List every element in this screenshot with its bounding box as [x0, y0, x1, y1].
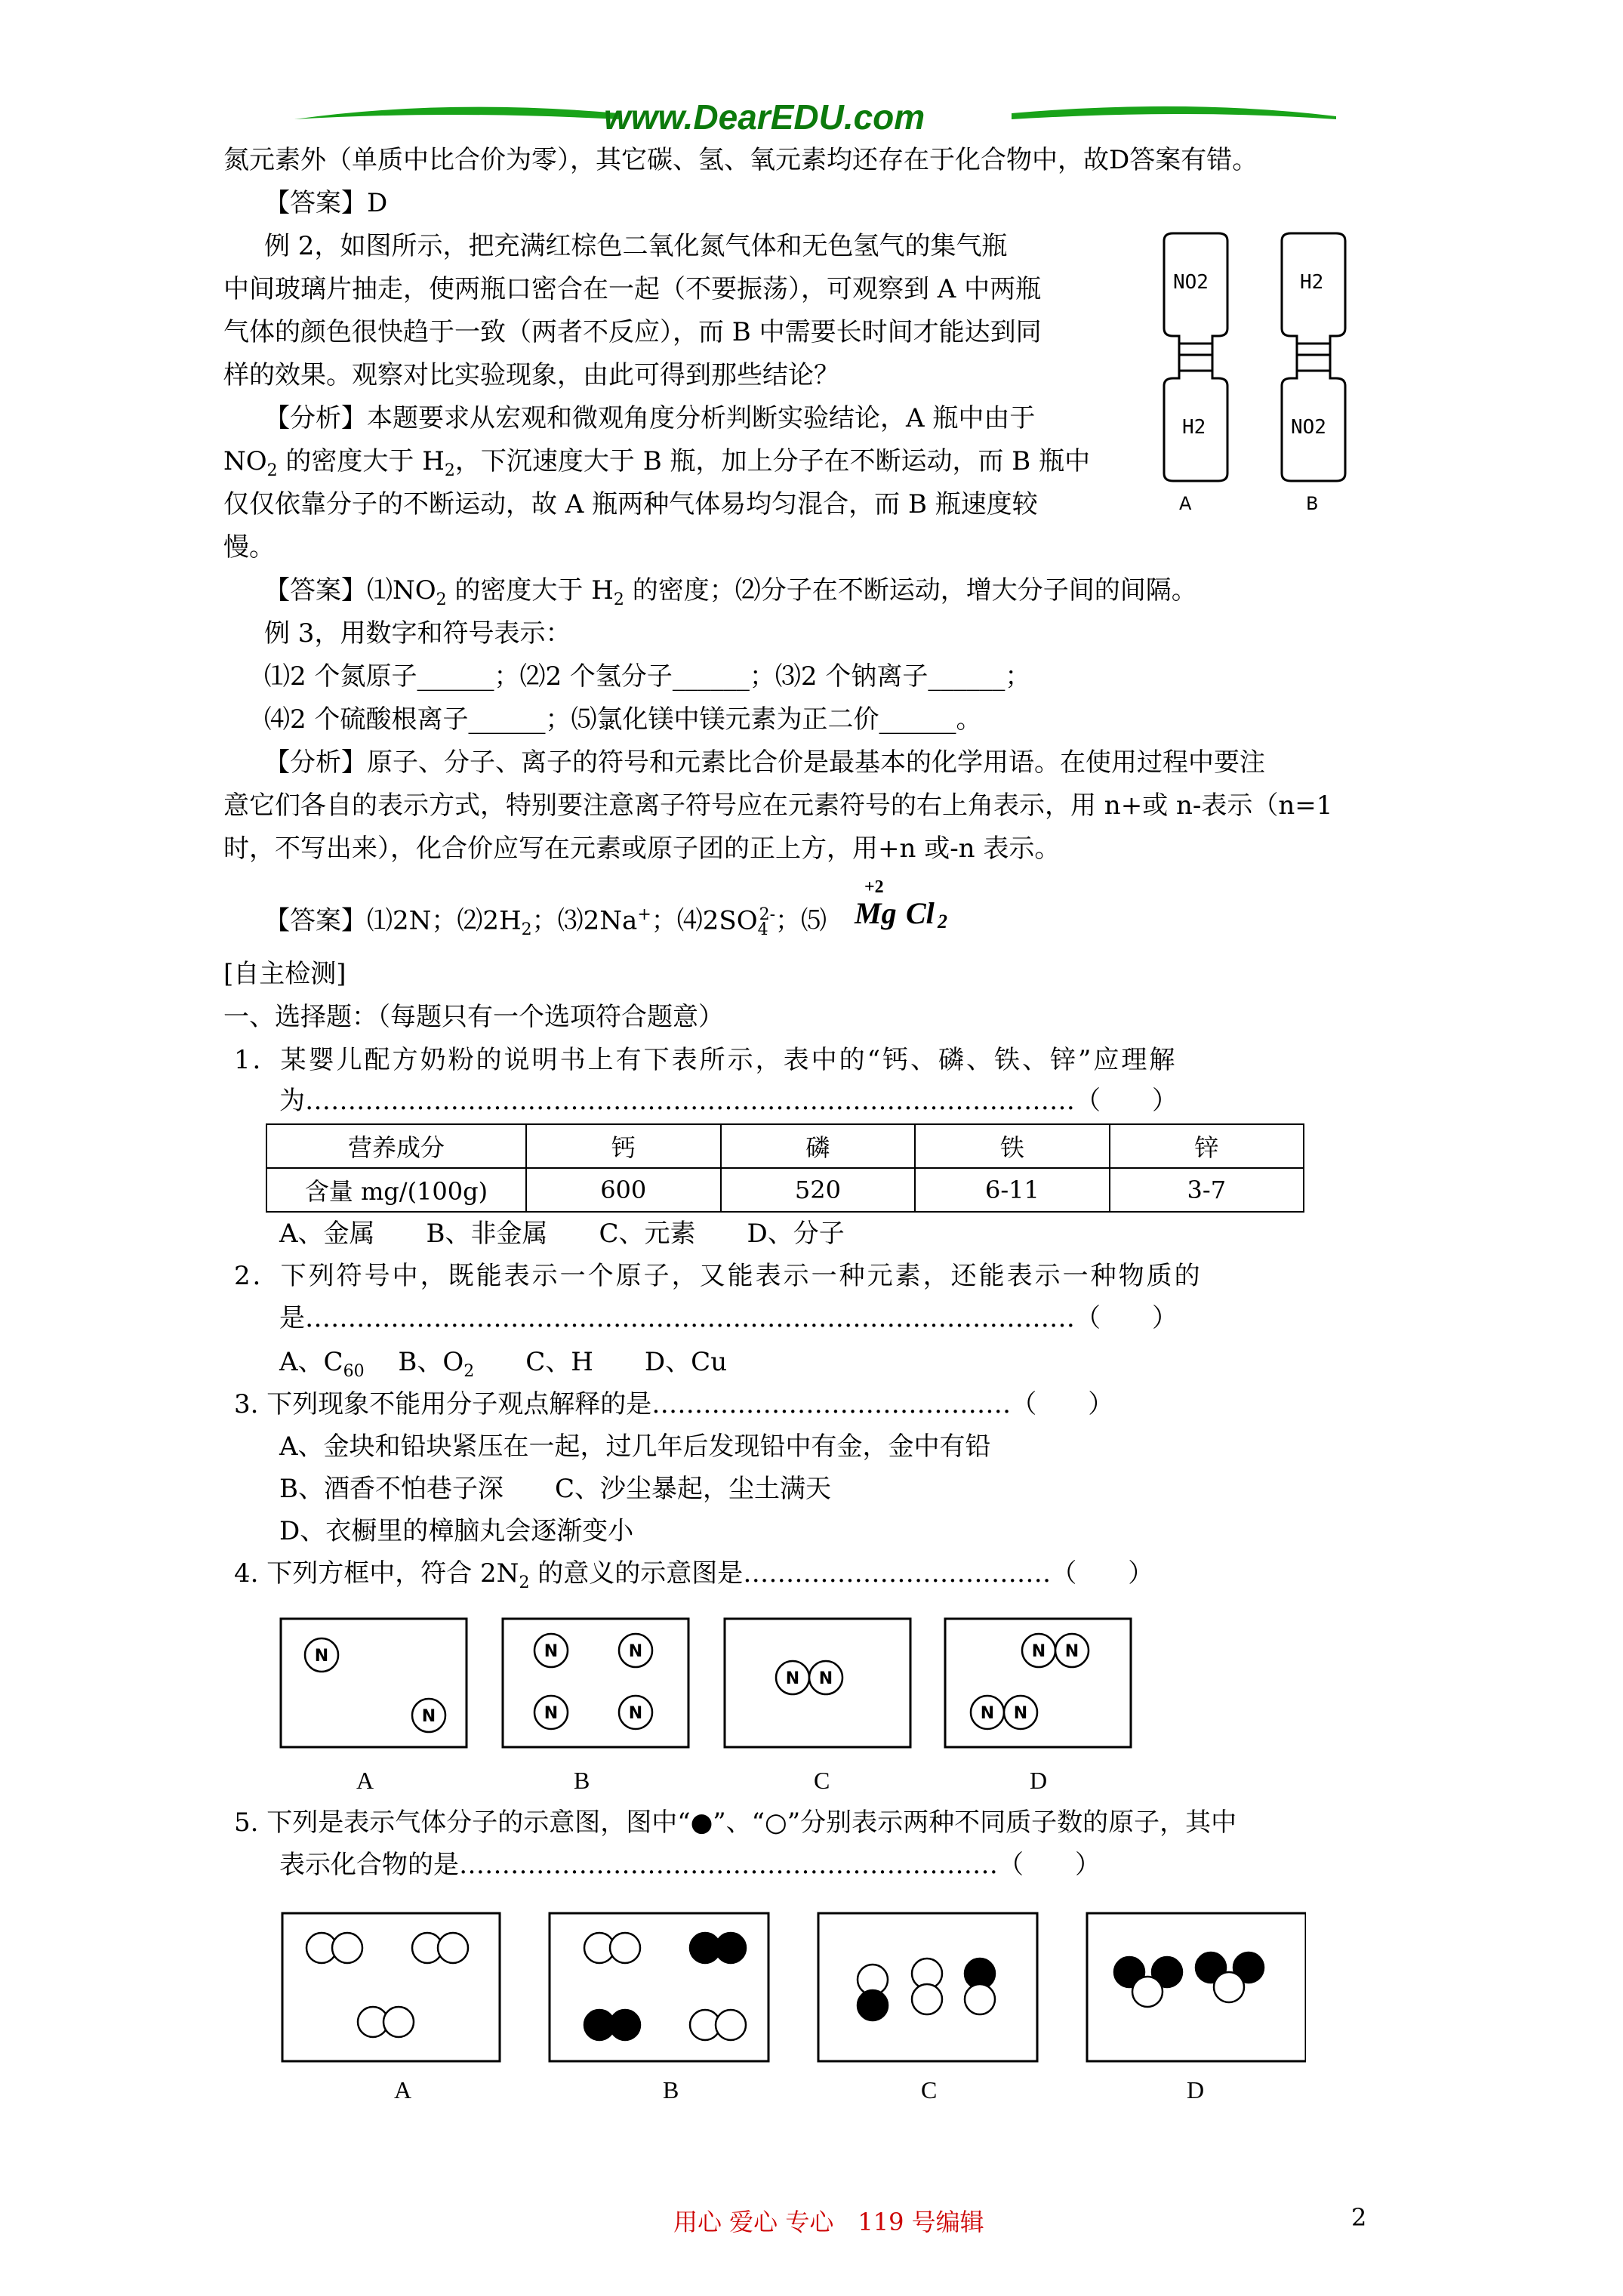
text-line: 样的效果。观察对比实验现象，由此可得到那些结论？ [223, 360, 839, 390]
atom-symbol: N [980, 1704, 995, 1723]
white-atom-icon [716, 2010, 746, 2040]
atom-symbol: N [544, 1704, 559, 1723]
table-header: 锌 [1110, 1124, 1304, 1168]
option-label: C [921, 2076, 938, 2103]
option-label: D [1187, 2076, 1205, 2103]
table-cell: 6-11 [915, 1168, 1109, 1212]
option-label: B [574, 1767, 590, 1794]
black-atom-icon [610, 2010, 640, 2040]
question-1-cont: 为………………………………………………………………………………（ ） [279, 1086, 1178, 1116]
text-line: $NO_2$ 的密度大于 $H_2$，下沉速度大于 B 瓶，加上分子在不断运动，而 B 瓶中 [223, 446, 1091, 480]
text-line: 【分析】原子、分子、离子的符号和元素比合价是最基本的化学用语。在使用过程中要注 [264, 747, 1265, 778]
bottle-b-top-icon [1282, 233, 1345, 371]
bottle-label: NO2 [1291, 416, 1326, 439]
white-atom-icon [912, 1984, 942, 2014]
q4-figure [279, 1616, 1155, 1820]
question-3-option-d: D、衣橱里的樟脑丸会逐渐变小 [279, 1516, 634, 1546]
atom-symbol: N [628, 1704, 643, 1723]
option-label: A [356, 1767, 374, 1794]
atom-symbol: N [1013, 1704, 1028, 1723]
bottle-label: NO2 [1173, 271, 1209, 294]
text-line: ⑴2 个氮原子______；⑵2 个氢分子______；⑶2 个钠离子______； [264, 661, 1031, 692]
question-5: 5. 下列是表示气体分子的示意图，图中“●”、“○”分别表示两种不同质子数的原子，其中 [234, 1808, 1237, 1838]
white-atom-icon [1132, 1977, 1163, 2007]
bottle-caption: B [1306, 493, 1319, 514]
question-4: 4. 下列方框中，符合 $2N_2$ 的意义的示意图是………………………………（ ） [234, 1558, 1154, 1592]
formula-cl-sub: 2 [938, 911, 947, 932]
table-header: 铁 [915, 1124, 1109, 1168]
diagram-box [503, 1619, 688, 1747]
table-cell: 含量 mg/(100g) [266, 1168, 526, 1212]
black-atom-icon [858, 1990, 888, 2020]
option-label: D [1030, 1767, 1048, 1794]
text-line: 中间玻璃片抽走，使两瓶口密合在一起（不要振荡），可观察到 A 中两瓶 [223, 274, 1042, 304]
text-line: ⑷2 个硫酸根离子______；⑸氯化镁中镁元素为正二价______。 [264, 704, 982, 735]
white-atom-icon [438, 1933, 468, 1963]
text-line: 意它们各自的表示方式，特别要注意离子符号应在元素符号的右上角表示，用 n+或 n-表示（n=1 [223, 791, 1333, 821]
text-line: 氮元素外（单质中比合价为零），其它碳、氢、氧元素均还存在于化合物中，故D答案有错。 [223, 145, 1258, 175]
q5-figure [279, 1910, 1306, 2137]
diagram-box [1087, 1913, 1306, 2061]
bottle-caption: A [1179, 493, 1192, 514]
question-2-options: A、$C_{60}$ B、$O_2$ C、H D、Cu [279, 1347, 728, 1381]
question-3-option-a: A、金块和铅块紧压在一起，过几年后发现铅中有金，金中有铅 [279, 1432, 991, 1462]
option-label: A [394, 2076, 412, 2103]
white-atom-icon [965, 1984, 995, 2014]
atom-symbol: N [544, 1642, 559, 1661]
white-atom-icon [1214, 1972, 1244, 2002]
table-cell: 520 [721, 1168, 916, 1212]
question-2: 2．下列符号中，既能表示一个原子，又能表示一种元素，还能表示一种物质的 [234, 1261, 1203, 1291]
bottle-label: H2 [1300, 271, 1324, 294]
text-line: 【分析】本题要求从宏观和微观角度分析判断实验结论，A 瓶中由于 [264, 403, 1036, 433]
table-header: 磷 [721, 1124, 916, 1168]
page-number: 2 [1351, 2203, 1367, 2232]
question-2-cont: 是………………………………………………………………………………（ ） [279, 1303, 1178, 1333]
footer-text: 用心 爱心 专心 119 号编辑 [673, 2208, 984, 2236]
text-line: 慢。 [223, 532, 275, 562]
section-subtitle: 一、选择题：（每题只有一个选项符合题意） [223, 1002, 724, 1032]
nutrition-table [266, 1123, 1304, 1213]
option-label: C [814, 1767, 830, 1794]
formula-cl: Cl [906, 896, 935, 930]
header-banner [294, 97, 1336, 142]
white-atom-icon [332, 1933, 362, 1963]
question-5-cont: 表示化合物的是………………………………………………………（ ） [279, 1850, 1101, 1880]
table-header: 营养成分 [266, 1124, 526, 1168]
question-3-option-bc: B、酒香不怕巷子深 C、沙尘暴起，尘土满天 [279, 1474, 831, 1504]
black-atom-icon [716, 1933, 746, 1963]
question-3: 3. 下列现象不能用分子观点解释的是……………………………………（ ） [234, 1389, 1114, 1419]
valence-label: +2 [864, 877, 884, 897]
text-line: 例 2，如图所示，把充满红棕色二氧化氮气体和无色氢气的集气瓶 [264, 231, 1008, 261]
question-1-options: A、金属 B、非金属 C、元素 D、分子 [279, 1219, 845, 1249]
formula-mg: Mg [855, 896, 897, 930]
atom-symbol: N [818, 1669, 833, 1688]
atom-symbol: N [785, 1669, 800, 1688]
option-label: B [663, 2076, 679, 2103]
table-cell: 600 [526, 1168, 721, 1212]
text-line: 例 3，用数字和符号表示： [264, 618, 571, 649]
text-line: 仅仅依靠分子的不断运动，故 A 瓶两种气体易均匀混合，而 B 瓶速度较 [223, 489, 1038, 519]
site-logo-text[interactable]: www.DearEDU.com [604, 97, 925, 137]
atom-symbol: N [1031, 1642, 1046, 1661]
text-line: 时，不写出来），化合价应写在元素或原子团的正上方，用+n 或-n 表示。 [223, 834, 1061, 864]
atom-symbol: N [421, 1707, 436, 1726]
bottle-a-top-icon [1164, 233, 1227, 371]
white-atom-icon [383, 2007, 414, 2037]
atom-symbol: N [1064, 1642, 1079, 1661]
white-atom-icon [610, 1933, 640, 1963]
answer-line: 【答案】⑴2N；$⑵2H_2$；⑶2Na+；$⑷2SO_4^{2-}$；⑸ [264, 905, 827, 940]
bottles-figure [1147, 230, 1374, 517]
question-1: 1．某婴儿配方奶粉的说明书上有下表所示，表中的“钙、磷、铁、锌”应理解 [234, 1045, 1178, 1075]
table-cell: 3-7 [1110, 1168, 1304, 1212]
text-line: 气体的颜色很快趋于一致（两者不反应），而 B 中需要长时间才能达到同 [223, 317, 1042, 347]
text-line: 【答案】$⑴NO_2$ 的密度大于 $H_2$ 的密度；⑵分子在不断运动，增大分子间的间隔。 [264, 575, 1197, 609]
table-header: 钙 [526, 1124, 721, 1168]
atom-symbol: N [628, 1642, 643, 1661]
text-line: 【答案】D [264, 188, 388, 218]
section-title: [自主检测] [223, 959, 346, 989]
atom-symbol: N [314, 1647, 329, 1666]
bottle-label: H2 [1182, 416, 1206, 439]
